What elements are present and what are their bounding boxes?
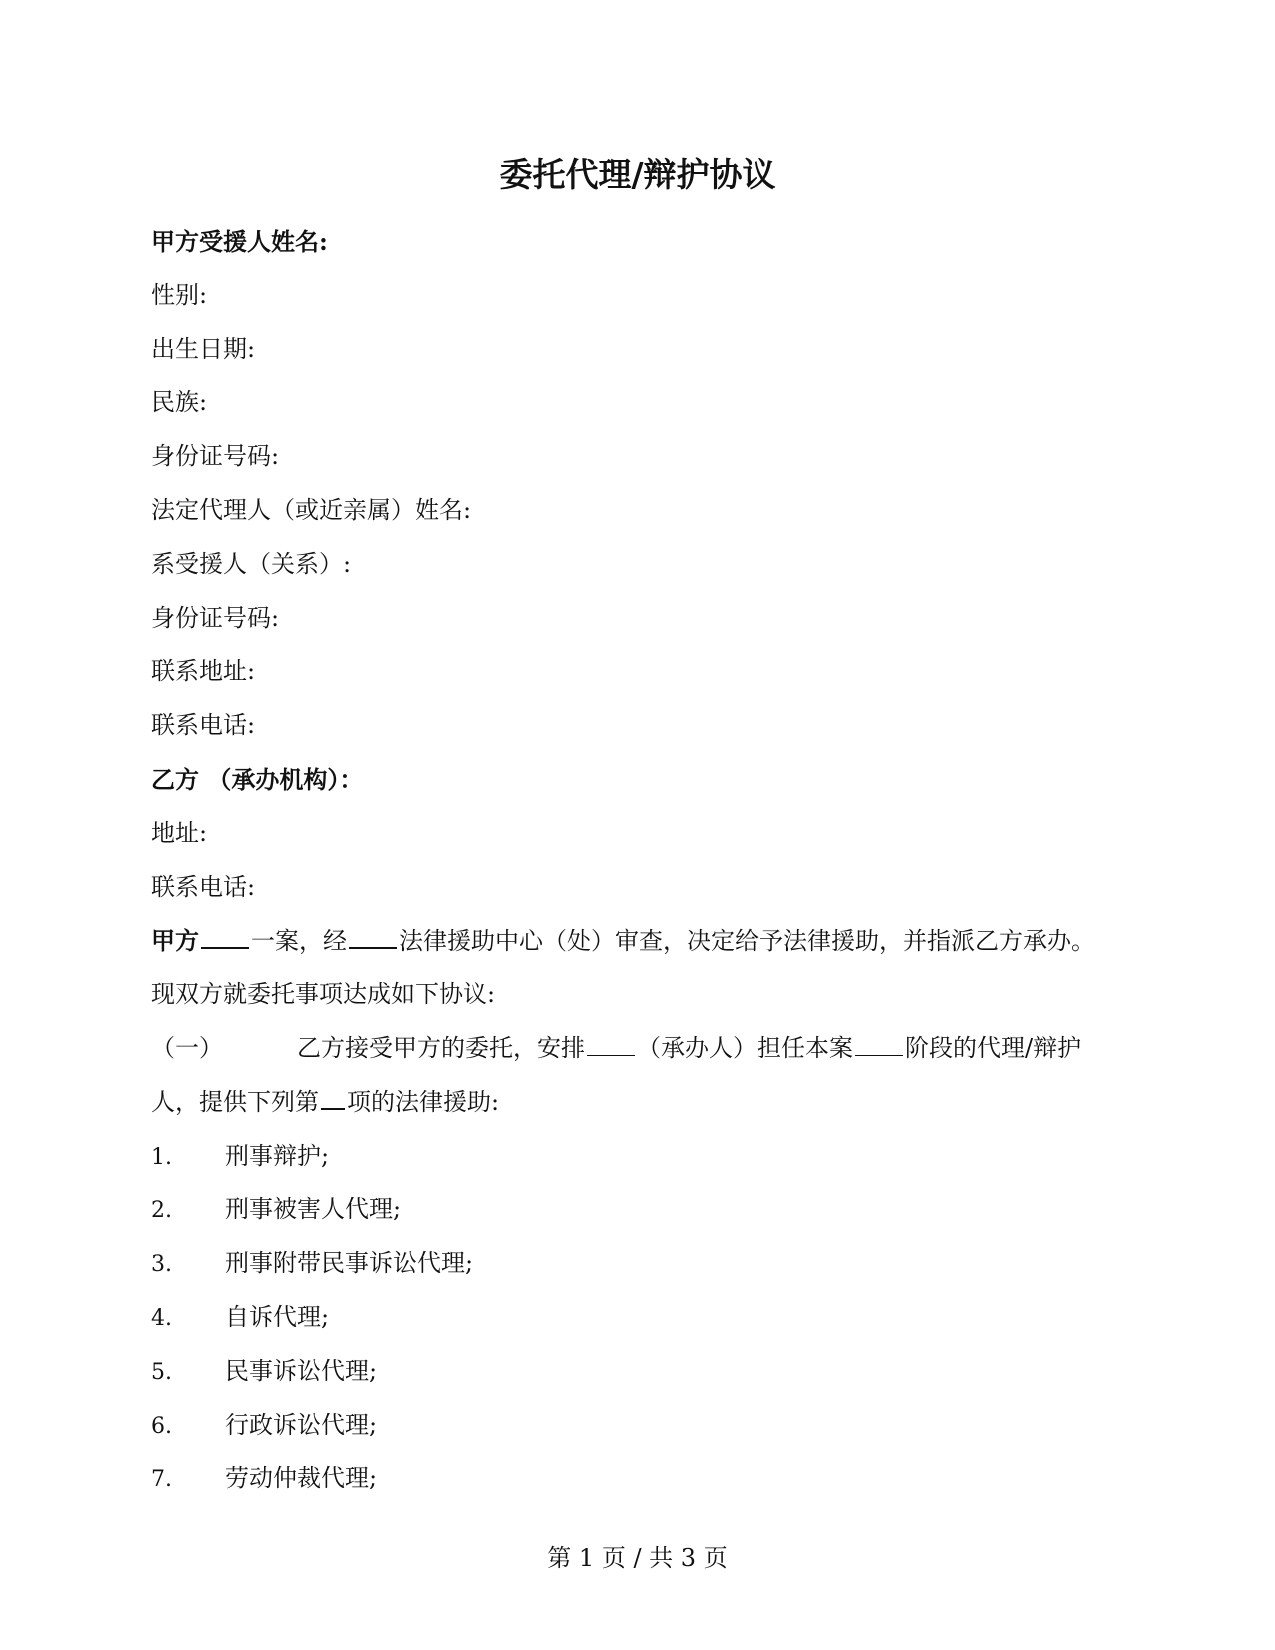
list-item bbox=[151, 1345, 1131, 1399]
list-item-text: 行政诉讼代理; bbox=[225, 1410, 378, 1439]
list-item-number: 4. bbox=[151, 1305, 172, 1331]
party-b-field-address: 地址: bbox=[151, 818, 208, 847]
list-item-text: 刑事辩护; bbox=[225, 1141, 330, 1170]
list-item bbox=[151, 1399, 1131, 1453]
list-item-text: 劳动仲裁代理; bbox=[225, 1464, 378, 1493]
party-a-field-phone: 联系电话: bbox=[151, 711, 256, 740]
party-a-field-rep-id-number: 身份证号码: bbox=[151, 603, 280, 632]
list-item-number: 3. bbox=[151, 1252, 172, 1278]
intro-seg1: 一案，经 bbox=[251, 927, 347, 956]
clause1-label: （一） bbox=[151, 1033, 223, 1062]
list-item bbox=[151, 1183, 1131, 1237]
list-item bbox=[151, 1130, 1131, 1184]
blank-item-number bbox=[321, 1084, 345, 1110]
list-item bbox=[151, 1452, 1131, 1506]
clause1-seg3: 阶段的代理/辩护 bbox=[905, 1033, 1082, 1062]
blank-case-name bbox=[201, 923, 249, 949]
list-item-text: 民事诉讼代理; bbox=[225, 1356, 378, 1385]
intro-line-2: 现双方就委托事项达成如下协议: bbox=[151, 980, 496, 1009]
party-a-field-birthdate: 出生日期: bbox=[151, 334, 256, 363]
list-item-number: 7. bbox=[151, 1467, 172, 1493]
party-a-heading: 甲方受援人姓名: bbox=[151, 227, 328, 256]
clause1-line2-seg1: 人，提供下列第 bbox=[151, 1087, 319, 1116]
list-item-number: 1. bbox=[151, 1144, 172, 1170]
party-b-heading: 乙方 （承办机构）： bbox=[151, 764, 364, 794]
party-a-field-ethnicity: 民族: bbox=[151, 388, 208, 417]
clause1-seg1: 乙方接受甲方的委托，安排 bbox=[297, 1033, 585, 1062]
intro-party-label: 甲方 bbox=[151, 926, 199, 956]
clause1-line-1 bbox=[151, 1022, 1131, 1076]
party-b-field-phone: 联系电话: bbox=[151, 872, 256, 901]
list-item bbox=[151, 1291, 1131, 1345]
list-item-number: 5. bbox=[151, 1359, 172, 1385]
clause1-line2-seg2: 项的法律援助: bbox=[347, 1087, 500, 1116]
page-footer: 第 1 页 / 共 3 页 bbox=[547, 1544, 728, 1572]
list-item-text: 自诉代理; bbox=[225, 1302, 330, 1331]
blank-stage bbox=[855, 1031, 903, 1056]
intro-seg2: 法律援助中心（处）审查，决定给予法律援助，并指派乙方承办。 bbox=[399, 927, 1095, 956]
list-item bbox=[151, 1237, 1131, 1291]
clause1-seg2: （承办人）担任本案 bbox=[637, 1033, 853, 1062]
party-a-field-legal-representative: 法定代理人（或近亲属）姓名: bbox=[151, 495, 472, 524]
party-a-field-gender: 性别: bbox=[151, 280, 208, 309]
clause1-line-2 bbox=[151, 1076, 1131, 1130]
list-item-text: 刑事附带民事诉讼代理; bbox=[225, 1249, 474, 1278]
list-item-number: 2. bbox=[151, 1198, 172, 1224]
list-item-text: 刑事被害人代理; bbox=[225, 1195, 402, 1224]
blank-handler bbox=[587, 1031, 635, 1056]
party-a-field-relationship: 系受援人（关系）: bbox=[151, 549, 352, 578]
party-a-field-id-number: 身份证号码: bbox=[151, 442, 280, 471]
list-item-number: 6. bbox=[151, 1413, 172, 1439]
document-body bbox=[151, 215, 1131, 1506]
blank-aid-center bbox=[349, 923, 397, 949]
party-a-field-address: 联系地址: bbox=[151, 657, 256, 686]
intro-line-1 bbox=[151, 914, 1131, 968]
document-title: 委托代理/辩护协议 bbox=[499, 155, 776, 194]
